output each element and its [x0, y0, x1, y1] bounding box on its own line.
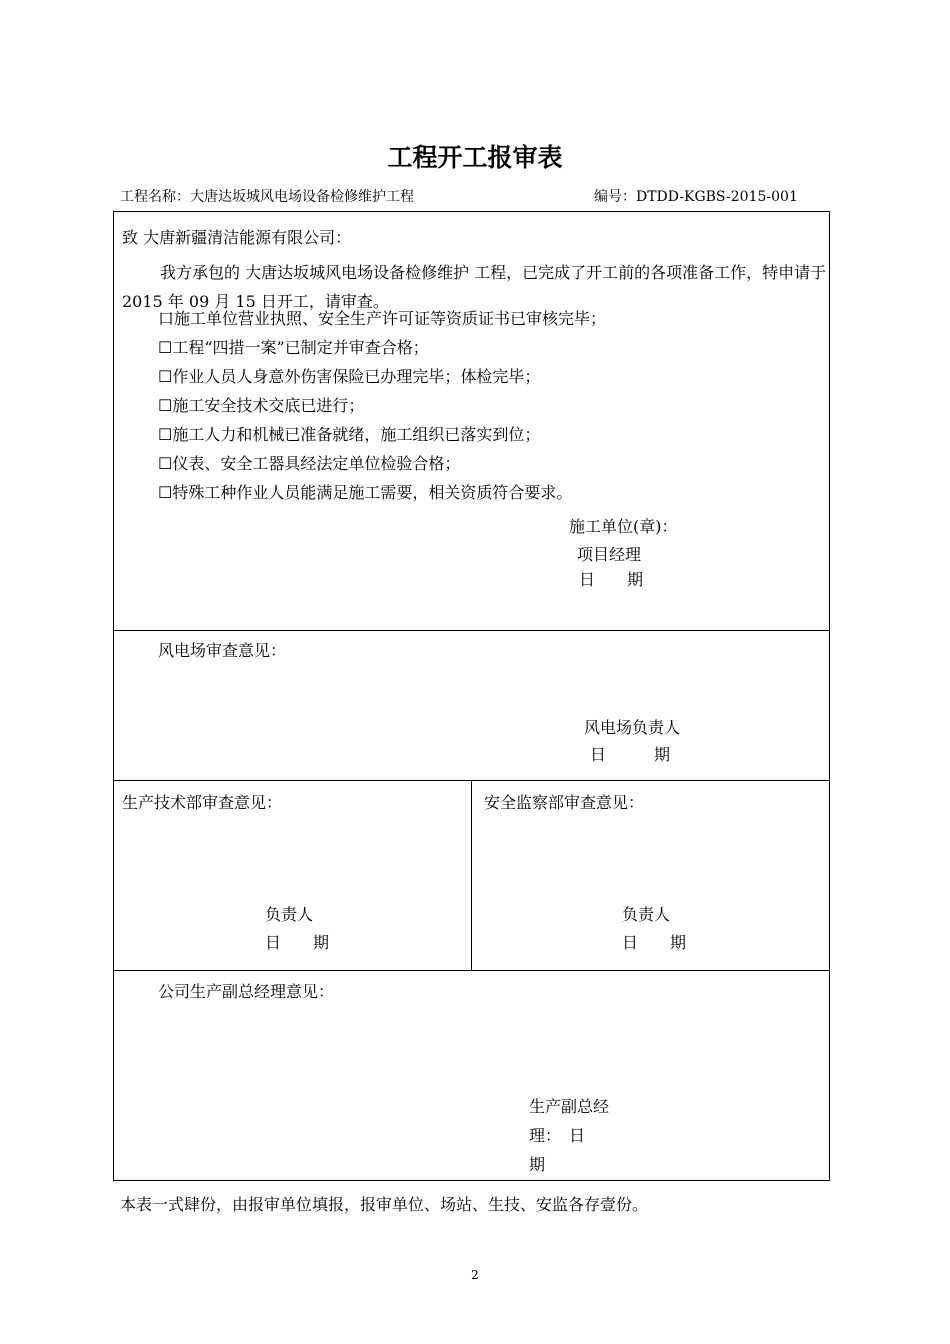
page-number: 2	[471, 1268, 479, 1282]
project-manager-label: 项目经理	[577, 545, 642, 564]
checklist-item: 口施工单位营业执照、安全生产许可证等资质证书已审核完毕；	[158, 309, 607, 328]
wind-farm-review-heading: 风电场审查意见：	[158, 641, 287, 660]
production-tech-review-heading: 生产技术部审查意见：	[122, 793, 283, 812]
copies-note: 本表一式肆份，由报审单位填报，报审单位、场站、生技、安监各存壹份。	[120, 1195, 649, 1214]
vice-gm-signature-label: 生产副总经	[529, 1097, 610, 1116]
checklist-item: ☐工程“四措一案”已制定并审查合格；	[158, 338, 429, 357]
responsible-person-label: 负责人	[265, 905, 314, 924]
safety-supervision-review-heading: 安全监察部审查意见：	[484, 793, 645, 812]
responsible-person-label: 负责人	[622, 905, 671, 924]
date-label: 日 期	[265, 933, 330, 952]
approval-form-table	[113, 211, 830, 1181]
checklist-item: ☐特殊工种作业人员能满足施工需要，相关资质符合要求。	[158, 483, 573, 502]
row-divider	[114, 970, 829, 971]
column-divider	[471, 780, 472, 970]
construction-unit-seal-label: 施工单位(章)：	[569, 517, 678, 536]
checklist-item: ☐施工人力和机械已准备就绪，施工组织已落实到位；	[158, 425, 541, 444]
vice-gm-signature-label: 理： 日	[529, 1126, 586, 1145]
vice-gm-opinion-heading: 公司生产副总经理意见：	[158, 982, 335, 1001]
wind-farm-manager-label: 风电场负责人	[584, 718, 681, 737]
date-label: 日 期	[622, 933, 687, 952]
checklist-item: ☐仪表、安全工器具经法定单位检验合格；	[158, 454, 461, 473]
addressee: 致 大唐新疆清洁能源有限公司：	[122, 228, 352, 247]
checklist-item: ☐作业人员人身意外伤害保险已办理完毕；体检完毕；	[158, 367, 541, 386]
form-title: 工程开工报审表	[387, 143, 563, 172]
document-number: 编号：DTDD-KGBS-2015-001	[594, 189, 798, 205]
application-paragraph: 我方承包的 大唐达坂城风电场设备检修维护 工程，已完成了开工前的各项准备工作，特申请于 2015 年 09 月 15 日开工，请审查。	[122, 263, 827, 311]
row-divider	[114, 630, 829, 631]
checklist-item: ☐施工安全技术交底已进行；	[158, 396, 365, 415]
date-label: 期	[529, 1155, 546, 1174]
project-name: 工程名称：大唐达坂城风电场设备检修维护工程	[120, 189, 414, 205]
date-label: 日 期	[590, 745, 671, 764]
date-label: 日 期	[579, 570, 644, 589]
